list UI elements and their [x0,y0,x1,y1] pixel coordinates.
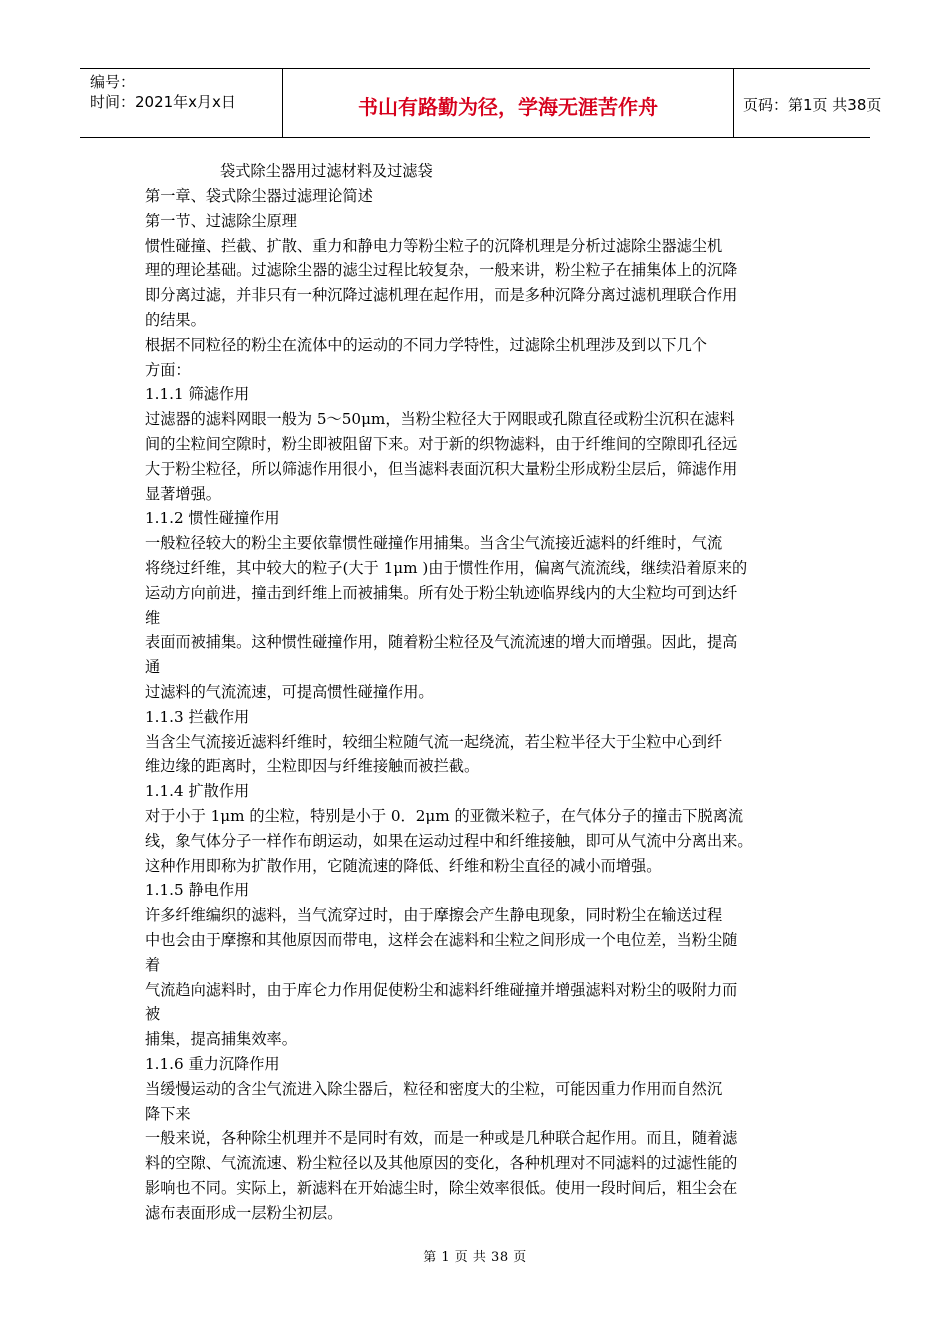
body-text-line: 1.1.4 扩散作用 [145,782,250,801]
body-text-line: 通 [145,658,161,677]
body-text-line: 表面而被捕集。这种惯性碰撞作用，随着粉尘粒径及气流流速的增大而增强。因此，提高 [145,633,738,652]
body-text-line: 被 [145,1005,161,1024]
body-text-line: 1.1.2 惯性碰撞作用 [145,509,280,528]
body-text-line: 显著增强。 [145,484,221,503]
document-title: 袋式除尘器用过滤材料及过滤袋 [220,162,433,180]
body-text-line: 维边缘的距离时，尘粒即因与纤维接触而被拦截。 [145,757,480,776]
body-text-line: 过滤器的滤料网眼一般为 5～50μm，当粉尘粒径大于网眼或孔隙直径或粉尘沉积在滤料 [145,410,735,429]
body-text-line: 捕集，提高捕集效率。 [145,1030,297,1049]
body-text-line: 线，象气体分子一样作布朗运动，如果在运动过程中和纤维接触，即可从气流中分离出来。 [145,831,753,850]
body-text-line: 许多纤维编织的滤料，当气流穿过时，由于摩擦会产生静电现象，同时粉尘在输送过程 [145,906,723,925]
body-text-line: 1.1.6 重力沉降作用 [145,1055,280,1073]
body-text-line: 一般来说，各种除尘机理并不是同时有效，而是一种或是几种联合起作用。而且，随着滤 [145,1129,738,1148]
body-text-line: 当缓慢运动的含尘气流进入除尘器后，粒径和密度大的尘粒，可能因重力作用而自然沉 [145,1079,723,1098]
body-text-line: 运动方向前进，撞击到纤维上而被捕集。所有处于粉尘轨迹临界线内的大尘粒均可到达纤 [145,583,738,602]
body-text-line: 第一节、过滤除尘原理 [145,211,297,230]
body-text-line: 将绕过纤维，其中较大的粒子(大于 1μm )由于惯性作用，偏离气流流线，继续沿着原来的 [145,559,748,577]
body-text-line: 方面： [145,360,191,379]
body-text-line: 惯性碰撞、拦截、扩散、重力和静电力等粉尘粒子的沉降机理是分析过滤除尘器滤尘机 [145,236,723,255]
document-number-label: 编号： [90,73,136,91]
body-text-line: 一般粒径较大的粉尘主要依靠惯性碰撞作用捕集。当含尘气流接近滤料的纤维时，气流 [145,534,723,553]
header-motto: 书山有路勤为径，学海无涯苦作舟 [358,95,658,119]
body-text-line: 理的理论基础。过滤除尘器的滤尘过程比较复杂，一般来讲，粉尘粒子在捕集体上的沉降 [145,261,738,280]
header-meta-cell [80,69,282,137]
body-text-line: 着 [145,955,161,974]
header-page-info: 页码：第1页 共38页 [743,96,882,114]
body-text-line: 当含尘气流接近滤料纤维时，较细尘粒随气流一起绕流，若尘粒半径大于尘粒中心到纤 [145,732,723,751]
body-text-line: 对于小于 1μm 的尘粒，特别是小于 0．2μm 的亚微米粒子，在气体分子的撞击下脱离流 [145,807,744,825]
body-text-line: 大于粉尘粒径，所以筛滤作用很小，但当滤料表面沉积大量粉尘形成粉尘层后，筛滤作用 [145,459,738,478]
body-text-line: 滤布表面形成一层粉尘初层。 [145,1203,343,1222]
body-text-line: 间的尘粒间空隙时，粉尘即被阻留下来。对于新的织物滤料，由于纤维间的空隙即孔径远 [145,435,738,453]
page-footer: 第 1 页 共 38 页 [423,1250,527,1265]
body-text-line: 料的空隙、气流流速、粉尘粒径以及其他原因的变化，各种机理对不同滤料的过滤性能的 [145,1154,738,1173]
body-text-line: 过滤料的气流流速，可提高惯性碰撞作用。 [145,683,434,701]
body-text-line: 影响也不同。实际上，新滤料在开始滤尘时，除尘效率很低。使用一段时间后，粗尘会在 [145,1179,738,1197]
body-text-line: 1.1.3 拦截作用 [145,707,250,726]
body-text-line: 第一章、袋式除尘器过滤理论简述 [145,187,373,205]
header-motto-cell [282,69,734,137]
body-text-line: 1.1.1 筛滤作用 [145,385,250,404]
document-time-label: 时间：2021年x月x日 [90,93,236,111]
body-text-line: 气流趋向滤料时，由于库仑力作用促使粉尘和滤料纤维碰撞并增强滤料对粉尘的吸附力而 [145,980,738,999]
body-text-line: 降下来 [145,1104,191,1123]
body-text-line: 的结果。 [145,311,206,329]
header-page-cell [733,69,882,137]
body-text-line: 根据不同粒径的粉尘在流体中的运动的不同力学特性，过滤除尘机理涉及到以下几个 [145,335,707,354]
body-text-line: 维 [145,608,161,627]
body-text-line: 中也会由于摩擦和其他原因而带电，这样会在滤料和尘粒之间形成一个电位差，当粉尘随 [145,931,738,949]
body-text-line: 1.1.5 静电作用 [145,881,250,900]
document-header [80,68,882,138]
body-text-line: 这种作用即称为扩散作用，它随流速的降低、纤维和粉尘直径的减小而增强。 [145,856,662,875]
body-text-line: 即分离过滤，并非只有一种沉降过滤机理在起作用，而是多种沉降分离过滤机理联合作用 [145,286,738,305]
